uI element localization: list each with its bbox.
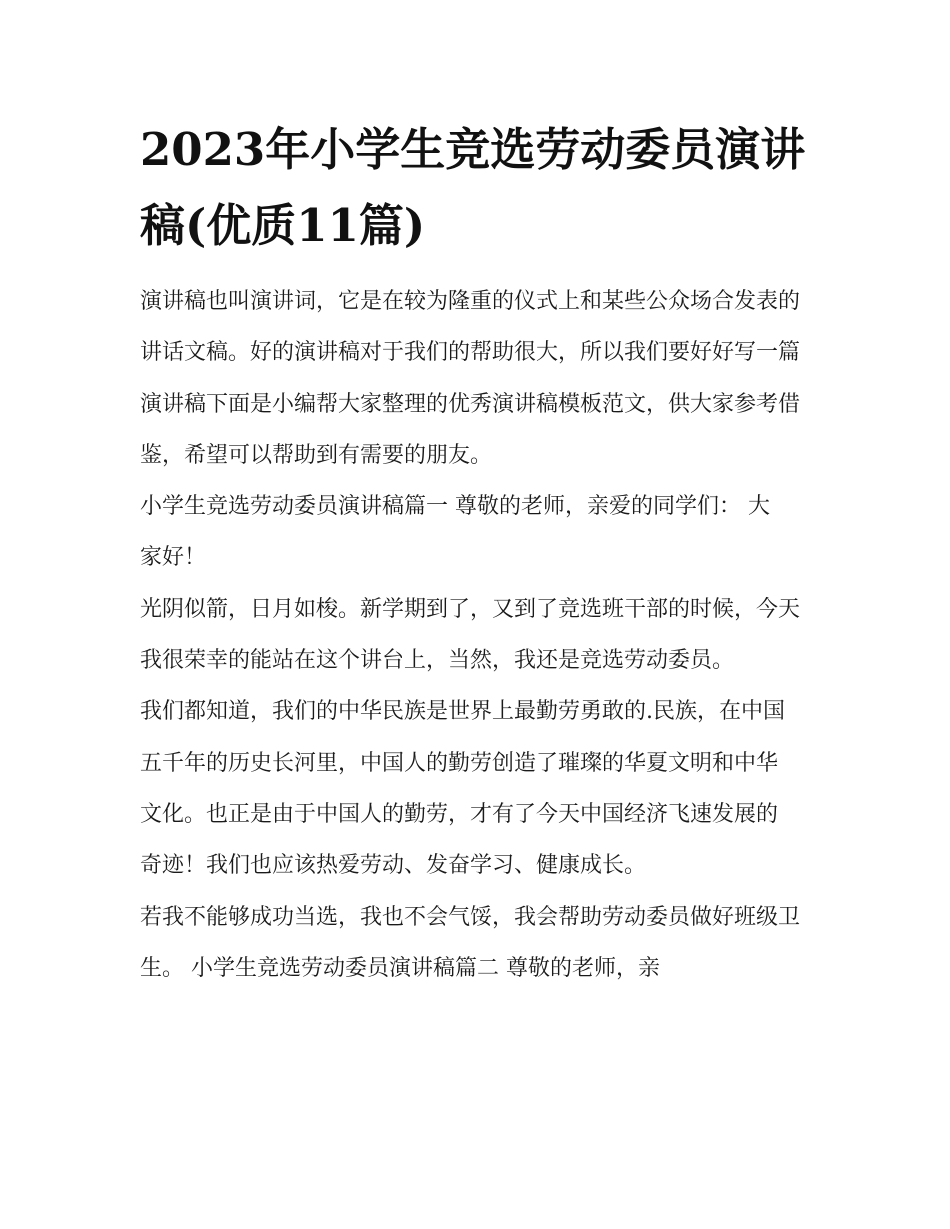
document-title: 2023年小学生竞选劳动委员演讲稿(优质11篇) xyxy=(140,123,806,252)
paragraph-opening: 光阴似箭，日月如梭。新学期到了，又到了竞选班干部的时候，今天我很荣幸的能站在这个讲台上，当然，我还是竞选劳动委员。 xyxy=(140,596,801,674)
paragraph-greeting: 小学生竞选劳动委员演讲稿篇一 尊敬的老师，亲爱的同学们： 大家好！ xyxy=(140,494,770,571)
paragraph-closing: 若我不能够成功当选，我也不会气馁，我会帮助劳动委员做好班级卫生。 小学生竞选劳动委员演讲稿篇二 尊敬的老师，亲 xyxy=(140,904,801,981)
document-page xyxy=(140,112,820,994)
paragraph-intro: 演讲稿也叫演讲词，它是在较为隆重的仪式上和某些公众场合发表的讲话文稿。好的演讲稿对于我们的帮助很大，所以我们要好好写一篇演讲稿下面是小编帮大家整理的优秀演讲稿模板范文，供大家参考借鉴，希望可以帮助到有需要的朋友。 xyxy=(140,289,801,468)
document-body xyxy=(140,276,820,994)
paragraph-diligence: 我们都知道，我们的中华民族是世界上最勤劳勇敢的.民族，在中国五千年的历史长河里，中国人的勤劳创造了璀璨的华夏文明和中华文化。也正是由于中国人的勤劳，才有了今天中国经济飞速发展的奇迹！我们也应该热爱劳动、发奋学习、健康成长。 xyxy=(140,699,785,879)
